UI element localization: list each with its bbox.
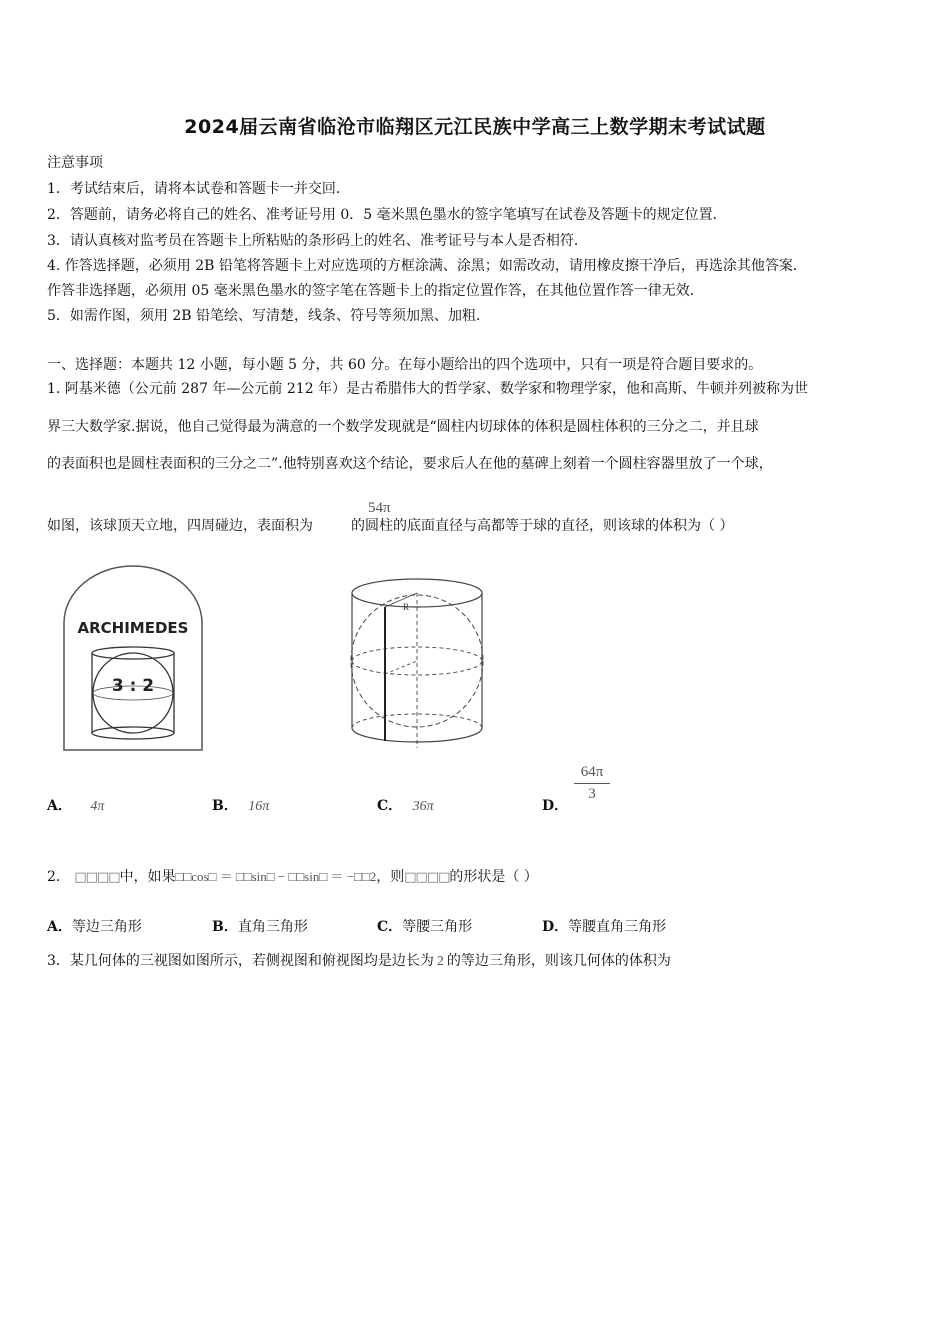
notice-item: 4. 作答选择题，必须用 2B 铅笔将答题卡上对应选项的方框涂满、涂黑；如需改动，请用橡皮擦干净后，再选涂其他答案． <box>47 258 807 274</box>
notice-item: 作答非选择题，必须用 05 毫米黑色墨水的签字笔在答题卡上的指定位置作答，在其他位置作答一律无效． <box>47 283 704 299</box>
archimedes-tombstone-figure <box>58 563 208 757</box>
archimedes-label: ARCHIMEDES <box>77 619 189 637</box>
option-a[interactable]: A． 4π <box>47 798 105 814</box>
question-1-text: 界三大数学家.据说，他自己觉得最为满意的一个数学发现就是“圆柱内切球体的体积是圆柱体积的三分之二，并且球 <box>47 419 759 435</box>
q2-option-a[interactable]: A．等边三角形 <box>47 919 142 935</box>
ratio-label: 3 : 2 <box>111 676 155 696</box>
q2-option-b[interactable]: B．直角三角形 <box>212 919 308 935</box>
notice-item: 5．如需作图，须用 2B 铅笔绘、写清楚，线条、符号等须加黑、加粗． <box>47 308 491 324</box>
option-b[interactable]: B． 16π <box>212 798 270 814</box>
question-2-text: 2． □□□□中，如果□□cos□ ＝ □□sin□ − □□sin□ ＝ −□□2，则□□□□的形状是（ ） <box>47 869 538 885</box>
option-d[interactable]: D． <box>542 798 569 814</box>
notice-item: 3．请认真核对监考员在答题卡上所粘贴的条形码上的姓名、准考证号与本人是否相符． <box>47 233 588 249</box>
option-d-fraction: $\frac{64\pi}{3}$ <box>574 764 610 803</box>
question-3-text: 3．某几何体的三视图如图所示，若侧视图和俯视图均是边长为 2 的等边三角形，则该几何体的体积为 <box>47 953 671 969</box>
notice-heading: 注意事项 <box>47 155 103 171</box>
page-title: 2024届云南省临沧市临翔区元江民族中学高三上数学期末考试试题 <box>184 116 766 138</box>
question-1-text: 的表面积也是圆柱表面积的三分之二”.他特别喜欢这个结论，要求后人在他的墓碑上刻着一个圆柱容器里放了一个球， <box>47 456 773 472</box>
question-1-text: 1. 阿基米德（公元前 287 年—公元前 212 年）是古希腊伟大的哲学家、数学家和物理学家，他和高斯、牛顿并列被称为世 <box>47 381 809 397</box>
q2-option-c[interactable]: C．等腰三角形 <box>377 919 473 935</box>
radius-label: R <box>403 602 410 612</box>
surface-area-math: 54π <box>368 500 391 516</box>
section-heading: 一、选择题：本题共 12 小题，每小题 5 分，共 60 分。在每小题给出的四个选项中，只有一项是符合题目要求的。 <box>47 357 763 373</box>
cylinder-sphere-figure <box>345 573 490 757</box>
question-1-text: 如图，该球顶天立地，四周碰边，表面积为 的圆柱的底面直径与高都等于球的直径，则该球的体积为（ ） <box>47 518 734 534</box>
notice-item: 1．考试结束后，请将本试卷和答题卡一并交回． <box>47 181 350 197</box>
q2-option-d[interactable]: D．等腰直角三角形 <box>542 919 667 935</box>
option-c[interactable]: C． 36π <box>377 798 434 814</box>
notice-item: 2．答题前，请务必将自己的姓名、准考证号用 0．5 毫米黑色墨水的签字笔填写在试卷及答题卡的规定位置． <box>47 207 727 223</box>
